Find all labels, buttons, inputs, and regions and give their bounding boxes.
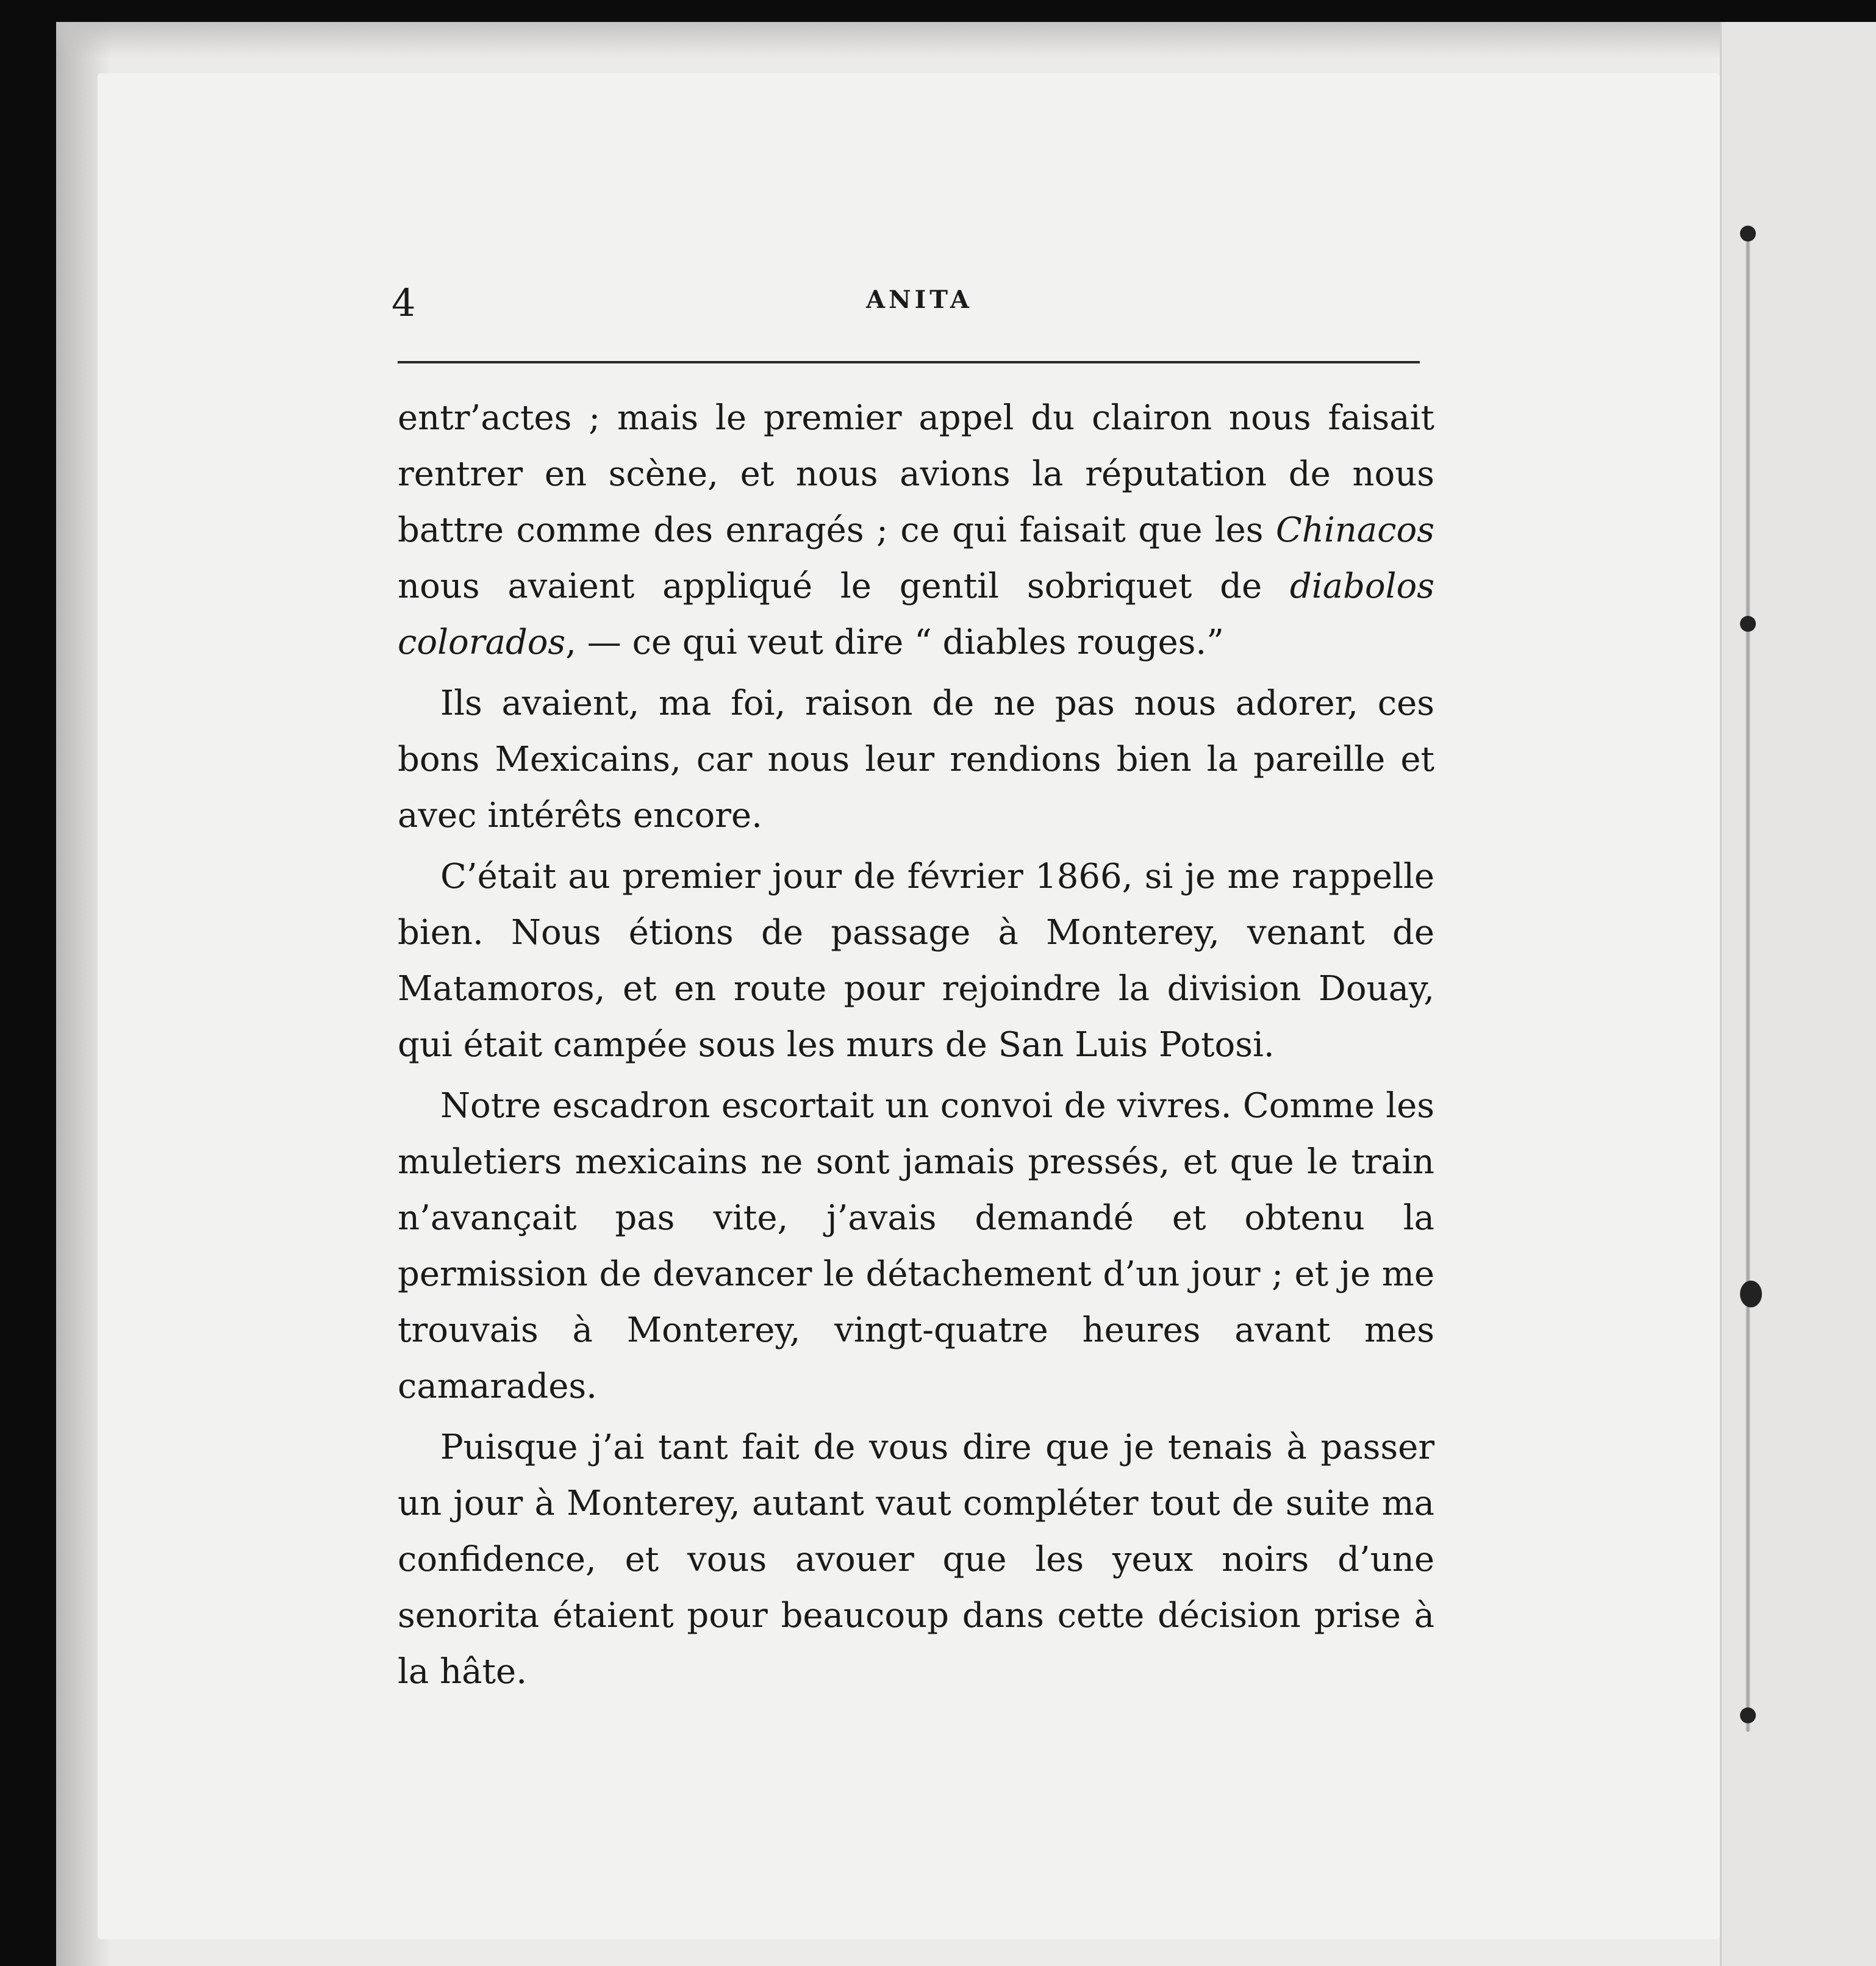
body-text — [398, 390, 1434, 1705]
binding-knot-middle — [1740, 1281, 1762, 1307]
paragraph — [398, 676, 1434, 844]
sheet-top-shadow — [56, 22, 1876, 59]
paragraph — [398, 1420, 1434, 1700]
header-rule — [398, 361, 1420, 363]
binding-knot-bottom — [1740, 1707, 1756, 1723]
text-run: Puisque j’ai tant fait de vous dire que je tenais à passer un jour à Monterey, autant vaut compléter tout de suite ma confidence, et vous avouer que les yeux noirs d’une senorita étaient pour beaucoup dans cette décision prise à la hâte. — [398, 1428, 1434, 1692]
binding-knot-top — [1740, 226, 1756, 241]
binding-knot-upper — [1740, 616, 1756, 632]
italic-run: Chinacos — [1275, 510, 1434, 550]
text-run: , — ce qui veut dire “ diables rouges.” — [565, 623, 1224, 662]
text-run: Ils avaient, ma foi, raison de ne pas nous adorer, ces bons Mexicains, car nous leur rendions bien la pareille et avec intérêts encore. — [398, 684, 1434, 835]
paragraph — [398, 1078, 1434, 1415]
italic-run: diabolos colorados — [398, 567, 1434, 662]
running-head: ANITA — [866, 285, 973, 314]
page-number: 4 — [392, 281, 416, 325]
book-binding — [1720, 22, 1876, 1966]
text-run: Notre escadron escortait un convoi de vivres. Comme les muletiers mexicains ne sont jamais pressés, et que le train n’avançait pas vite, j’avais demandé et obtenu la permission de devancer le détachement d’un jour ; et je me trouvais à Monterey, vingt-quatre heures avant mes camarades. — [398, 1086, 1434, 1406]
paragraph — [398, 390, 1434, 671]
binding-thread — [1745, 232, 1750, 1732]
paragraph — [398, 849, 1434, 1073]
text-run: C’était au premier jour de février 1866, si je me rappelle bien. Nous étions de passage à Monterey, venant de Matamoros, et en route pour rejoindre la division Douay, qui était campée sous les murs de San Luis Potosi. — [398, 857, 1434, 1065]
text-run: entr’actes ; mais le premier appel du clairon nous faisait rentrer en scène, et nous avions la réputation de nous battre comme des enragés ; ce qui faisait que les — [398, 398, 1434, 550]
text-run: nous avaient appliqué le gentil sobriquet de — [398, 567, 1290, 606]
